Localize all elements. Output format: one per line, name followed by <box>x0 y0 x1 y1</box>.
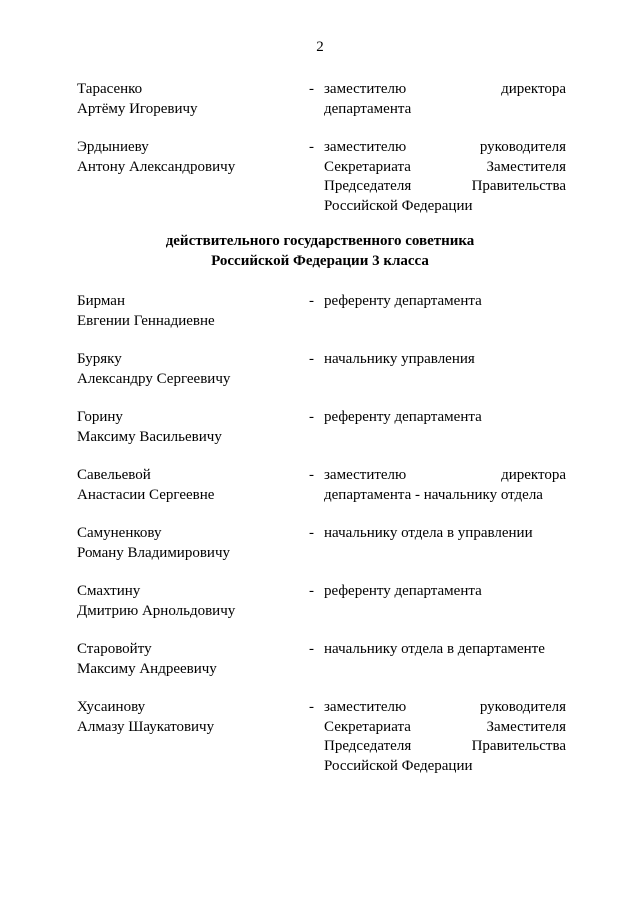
position-word: руководителя <box>479 139 566 155</box>
position-word: Председателя <box>324 178 412 194</box>
position-title <box>324 466 566 505</box>
position-title <box>324 582 566 602</box>
position-word: заместителю <box>324 139 407 155</box>
rank-heading <box>0 232 640 271</box>
position-word: руководителя <box>479 699 566 715</box>
position-word: Секретариата <box>324 718 411 735</box>
position-line <box>324 158 566 178</box>
position-title <box>324 138 566 216</box>
surname: Старовойту <box>77 641 152 657</box>
person-name <box>77 350 302 389</box>
position-word: Правительства <box>471 738 566 754</box>
person-name <box>77 466 302 505</box>
position-word: заместителю <box>324 699 407 715</box>
position-word: заместителю <box>324 467 407 483</box>
dash: - <box>309 583 314 599</box>
surname: Буряку <box>77 351 122 367</box>
given-names: Александру Сергеевичу <box>77 370 231 387</box>
position-line: Российской Федерации <box>324 197 473 214</box>
given-names: Антону Александровичу <box>77 158 236 175</box>
person-name <box>77 640 302 679</box>
position-line <box>324 718 566 738</box>
surname: Самуненкову <box>77 525 162 541</box>
dash: - <box>309 525 314 541</box>
dash: - <box>309 81 314 97</box>
position-line: начальнику отдела в управлении <box>324 525 533 541</box>
position-title <box>324 80 566 119</box>
position-line: референту департамента <box>324 293 482 309</box>
surname: Хусаинову <box>77 699 146 715</box>
surname: Бирман <box>77 293 125 309</box>
given-names: Максиму Васильевичу <box>77 428 222 445</box>
position-line <box>324 80 566 100</box>
dash: - <box>309 641 314 657</box>
position-line: Российской Федерации <box>324 757 473 774</box>
position-line: референту департамента <box>324 409 482 425</box>
person-name <box>77 524 302 563</box>
position-line <box>324 177 566 197</box>
position-title <box>324 350 566 370</box>
dash: - <box>309 699 314 715</box>
given-names: Алмазу Шаукатовичу <box>77 718 215 735</box>
position-title <box>324 640 566 660</box>
position-line: начальнику отдела в департаменте <box>324 641 545 657</box>
surname: Смахтину <box>77 583 141 599</box>
given-names: Дмитрию Арнольдовичу <box>77 602 236 619</box>
person-name <box>77 408 302 447</box>
position-word: заместителю <box>324 81 407 97</box>
heading-line: действительного государственного советника <box>165 233 475 249</box>
position-title <box>324 408 566 428</box>
position-word: Заместителя <box>486 718 566 735</box>
position-line <box>324 698 566 718</box>
person-name <box>77 80 302 119</box>
dash: - <box>309 409 314 425</box>
position-line: референту департамента <box>324 583 482 599</box>
given-names: Артёму Игоревичу <box>77 100 198 117</box>
surname: Эрдыниеву <box>77 139 149 155</box>
position-title <box>324 698 566 776</box>
dash: - <box>309 293 314 309</box>
position-line: начальнику управления <box>324 351 475 367</box>
position-word: директора <box>501 467 566 483</box>
dash: - <box>309 467 314 483</box>
position-line <box>324 737 566 757</box>
person-name <box>77 698 302 737</box>
position-word: директора <box>501 81 566 97</box>
position-word: Председателя <box>324 738 412 754</box>
position-line: департамента <box>324 100 412 117</box>
position-line <box>324 466 566 486</box>
dash: - <box>309 139 314 155</box>
given-names: Роману Владимировичу <box>77 544 230 561</box>
person-name <box>77 138 302 177</box>
surname: Тарасенко <box>77 81 143 97</box>
position-line <box>324 138 566 158</box>
position-word: Правительства <box>471 178 566 194</box>
dash: - <box>309 351 314 367</box>
position-word: Секретариата <box>324 158 411 175</box>
surname: Савельевой <box>77 467 151 483</box>
position-title <box>324 292 566 312</box>
given-names: Анастасии Сергеевне <box>77 486 215 503</box>
position-word: Заместителя <box>486 158 566 175</box>
person-name <box>77 582 302 621</box>
position-line: департамента - начальнику отдела <box>324 486 543 503</box>
surname: Горину <box>77 409 123 425</box>
given-names: Евгении Геннадиевне <box>77 312 215 329</box>
person-name <box>77 292 302 331</box>
position-title <box>324 524 566 544</box>
heading-line: Российской Федерации 3 класса <box>211 252 429 269</box>
given-names: Максиму Андреевичу <box>77 660 217 677</box>
page-number: 2 <box>316 39 324 55</box>
